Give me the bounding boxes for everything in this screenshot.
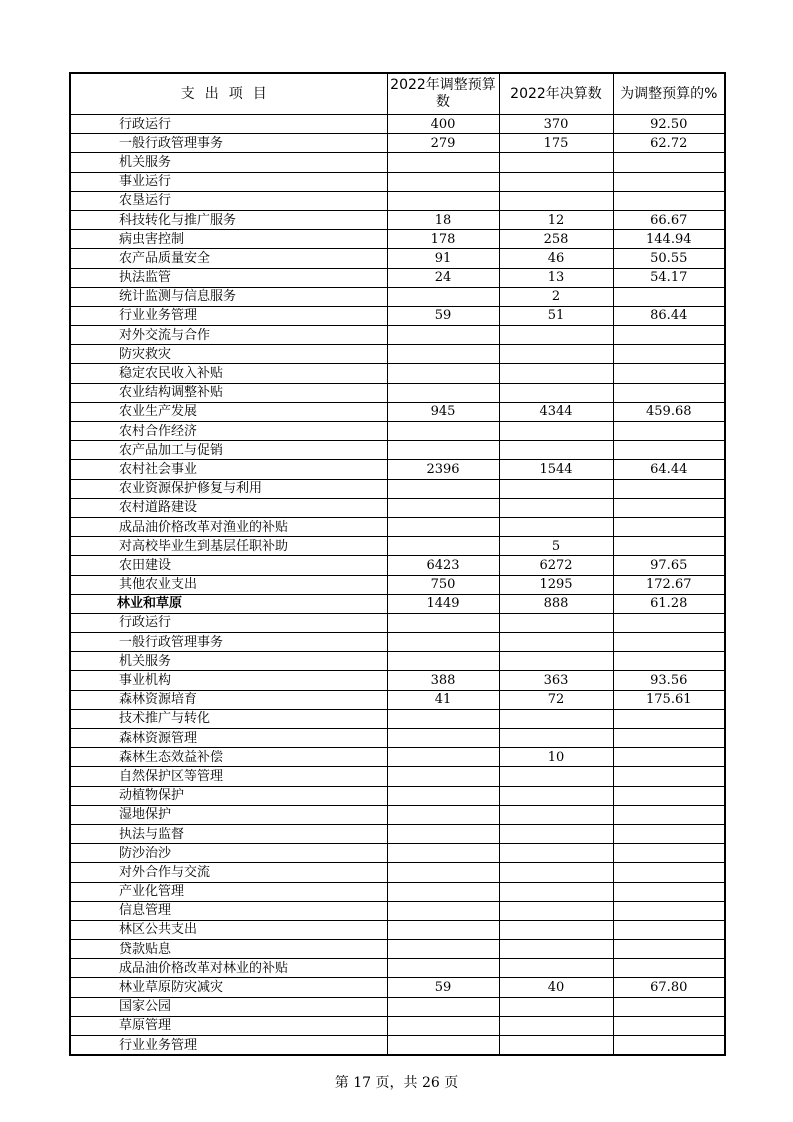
row-budget-value <box>387 345 499 364</box>
row-pct-value: 92.50 <box>613 115 725 134</box>
row-pct-value: 144.94 <box>613 230 725 249</box>
row-final-value: 1295 <box>499 575 613 594</box>
row-final-value: 363 <box>499 671 613 690</box>
row-budget-value: 400 <box>387 115 499 134</box>
row-budget-value: 6423 <box>387 556 499 575</box>
row-budget-value: 945 <box>387 402 499 421</box>
row-item-name: 森林资源管理 <box>70 729 387 748</box>
row-item-name: 一般行政管理事务 <box>70 633 387 652</box>
row-budget-value <box>387 422 499 441</box>
table-row <box>70 460 725 479</box>
row-final-value <box>499 709 613 728</box>
row-item-name: 农村道路建设 <box>70 498 387 517</box>
row-pct-value <box>613 652 725 671</box>
row-pct-value <box>613 537 725 556</box>
row-final-value <box>499 729 613 748</box>
row-budget-value: 18 <box>387 210 499 229</box>
row-budget-value <box>387 805 499 824</box>
table-row <box>70 767 725 786</box>
row-item-name: 病虫害控制 <box>70 230 387 249</box>
row-final-value: 51 <box>499 306 613 325</box>
table-row <box>70 844 725 863</box>
row-pct-value <box>613 997 725 1016</box>
row-pct-value: 175.61 <box>613 690 725 709</box>
row-pct-value: 172.67 <box>613 575 725 594</box>
table-row <box>70 1016 725 1035</box>
table-row <box>70 748 725 767</box>
row-budget-value <box>387 767 499 786</box>
row-budget-value <box>387 863 499 882</box>
row-pct-value <box>613 633 725 652</box>
row-final-value: 13 <box>499 268 613 287</box>
row-budget-value <box>387 326 499 345</box>
row-item-name: 贷款贴息 <box>70 940 387 959</box>
header-final: 2022年决算数 <box>499 73 613 115</box>
row-final-value: 4344 <box>499 402 613 421</box>
expenditure-table <box>69 72 726 1056</box>
table-row <box>70 191 725 210</box>
row-pct-value <box>613 479 725 498</box>
row-budget-value <box>387 613 499 632</box>
table-row <box>70 364 725 383</box>
row-budget-value <box>387 172 499 191</box>
row-pct-value <box>613 863 725 882</box>
row-budget-value <box>387 441 499 460</box>
row-budget-value <box>387 882 499 901</box>
row-pct-value <box>613 345 725 364</box>
table-row <box>70 172 725 191</box>
row-pct-value <box>613 422 725 441</box>
row-pct-value: 97.65 <box>613 556 725 575</box>
row-final-value <box>499 940 613 959</box>
row-budget-value <box>387 824 499 843</box>
row-item-name: 农业结构调整补贴 <box>70 383 387 402</box>
table-row <box>70 134 725 153</box>
row-item-name: 其他农业支出 <box>70 575 387 594</box>
row-item-name: 农产品质量安全 <box>70 249 387 268</box>
row-budget-value: 388 <box>387 671 499 690</box>
row-item-name: 行政运行 <box>70 613 387 632</box>
row-final-value <box>499 767 613 786</box>
table-row <box>70 786 725 805</box>
table-row <box>70 613 725 632</box>
table-row <box>70 671 725 690</box>
table-row <box>70 997 725 1016</box>
row-final-value <box>499 441 613 460</box>
row-pct-value: 54.17 <box>613 268 725 287</box>
row-final-value <box>499 920 613 939</box>
row-budget-value: 750 <box>387 575 499 594</box>
page-footer: 第 17 页，共 26 页 <box>334 1075 459 1091</box>
table-row <box>70 249 725 268</box>
row-final-value: 10 <box>499 748 613 767</box>
table-row <box>70 575 725 594</box>
row-pct-value <box>613 709 725 728</box>
row-final-value <box>499 652 613 671</box>
row-item-name: 农业生产发展 <box>70 402 387 421</box>
row-final-value <box>499 153 613 172</box>
table-row <box>70 729 725 748</box>
row-pct-value <box>613 441 725 460</box>
table-body <box>70 115 725 1056</box>
row-item-name: 信息管理 <box>70 901 387 920</box>
row-pct-value <box>613 824 725 843</box>
row-pct-value: 459.68 <box>613 402 725 421</box>
row-pct-value <box>613 1036 725 1056</box>
row-pct-value <box>613 786 725 805</box>
table-row <box>70 441 725 460</box>
table-row <box>70 1036 725 1056</box>
row-budget-value <box>387 517 499 536</box>
row-budget-value <box>387 844 499 863</box>
row-item-name: 事业运行 <box>70 172 387 191</box>
row-item-name: 一般行政管理事务 <box>70 134 387 153</box>
table-row <box>70 326 725 345</box>
table-row <box>70 210 725 229</box>
row-item-name: 国家公园 <box>70 997 387 1016</box>
row-budget-value <box>387 786 499 805</box>
row-pct-value: 61.28 <box>613 594 725 613</box>
table-row <box>70 690 725 709</box>
table-row <box>70 498 725 517</box>
row-budget-value <box>387 920 499 939</box>
row-item-name: 科技转化与推广服务 <box>70 210 387 229</box>
row-pct-value <box>613 613 725 632</box>
row-item-name: 农村社会事业 <box>70 460 387 479</box>
table-row <box>70 901 725 920</box>
row-final-value: 370 <box>499 115 613 134</box>
row-pct-value <box>613 901 725 920</box>
row-pct-value: 67.80 <box>613 978 725 997</box>
row-item-name: 行业业务管理 <box>70 1036 387 1056</box>
row-final-value <box>499 882 613 901</box>
row-item-name: 农田建设 <box>70 556 387 575</box>
row-budget-value: 1449 <box>387 594 499 613</box>
row-final-value <box>499 364 613 383</box>
table-row <box>70 306 725 325</box>
row-item-name: 农产品加工与促销 <box>70 441 387 460</box>
table-row <box>70 882 725 901</box>
row-final-value <box>499 422 613 441</box>
row-final-value: 6272 <box>499 556 613 575</box>
row-budget-value: 41 <box>387 690 499 709</box>
row-budget-value <box>387 364 499 383</box>
row-budget-value <box>387 748 499 767</box>
row-budget-value <box>387 997 499 1016</box>
row-final-value: 46 <box>499 249 613 268</box>
row-budget-value: 178 <box>387 230 499 249</box>
row-pct-value <box>613 729 725 748</box>
row-budget-value <box>387 652 499 671</box>
row-budget-value: 24 <box>387 268 499 287</box>
table-row <box>70 268 725 287</box>
table-row <box>70 652 725 671</box>
row-pct-value <box>613 287 725 306</box>
row-final-value <box>499 863 613 882</box>
row-final-value: 888 <box>499 594 613 613</box>
row-item-name: 执法监管 <box>70 268 387 287</box>
row-pct-value: 66.67 <box>613 210 725 229</box>
row-pct-value <box>613 517 725 536</box>
row-pct-value <box>613 153 725 172</box>
row-item-name: 森林资源培育 <box>70 690 387 709</box>
row-final-value <box>499 383 613 402</box>
row-item-name: 成品油价格改革对林业的补贴 <box>70 959 387 978</box>
table-row <box>70 978 725 997</box>
row-item-name: 机关服务 <box>70 652 387 671</box>
row-item-name: 林业和草原 <box>70 594 387 613</box>
row-budget-value <box>387 940 499 959</box>
row-budget-value <box>387 153 499 172</box>
table-row <box>70 594 725 613</box>
row-budget-value: 91 <box>387 249 499 268</box>
table-row <box>70 479 725 498</box>
row-pct-value <box>613 1016 725 1035</box>
row-item-name: 对外交流与合作 <box>70 326 387 345</box>
row-final-value: 5 <box>499 537 613 556</box>
table-row <box>70 824 725 843</box>
row-final-value: 175 <box>499 134 613 153</box>
row-final-value <box>499 805 613 824</box>
row-pct-value: 64.44 <box>613 460 725 479</box>
row-budget-value <box>387 709 499 728</box>
table-row <box>70 805 725 824</box>
table-row <box>70 940 725 959</box>
row-final-value: 72 <box>499 690 613 709</box>
row-budget-value: 59 <box>387 978 499 997</box>
row-item-name: 成品油价格改革对渔业的补贴 <box>70 517 387 536</box>
row-final-value: 2 <box>499 287 613 306</box>
row-item-name: 防灾救灾 <box>70 345 387 364</box>
row-pct-value: 50.55 <box>613 249 725 268</box>
row-pct-value <box>613 882 725 901</box>
row-item-name: 湿地保护 <box>70 805 387 824</box>
table-row <box>70 383 725 402</box>
table-header-row <box>70 73 725 115</box>
row-pct-value <box>613 940 725 959</box>
row-item-name: 机关服务 <box>70 153 387 172</box>
table-row <box>70 537 725 556</box>
row-final-value: 12 <box>499 210 613 229</box>
row-item-name: 林业草原防灾减灾 <box>70 978 387 997</box>
row-budget-value <box>387 383 499 402</box>
table-row <box>70 345 725 364</box>
row-budget-value <box>387 479 499 498</box>
table-row <box>70 517 725 536</box>
budget-sheet <box>69 72 724 1056</box>
row-budget-value: 2396 <box>387 460 499 479</box>
row-budget-value <box>387 537 499 556</box>
row-pct-value <box>613 748 725 767</box>
row-item-name: 林区公共支出 <box>70 920 387 939</box>
row-item-name: 草原管理 <box>70 1016 387 1035</box>
row-item-name: 动植物保护 <box>70 786 387 805</box>
row-pct-value <box>613 920 725 939</box>
table-row <box>70 633 725 652</box>
row-final-value <box>499 844 613 863</box>
row-final-value <box>499 191 613 210</box>
row-pct-value <box>613 191 725 210</box>
row-item-name: 统计监测与信息服务 <box>70 287 387 306</box>
row-final-value <box>499 613 613 632</box>
table-row <box>70 422 725 441</box>
row-item-name: 农垦运行 <box>70 191 387 210</box>
row-budget-value <box>387 287 499 306</box>
row-final-value <box>499 1036 613 1056</box>
row-final-value <box>499 824 613 843</box>
row-budget-value <box>387 729 499 748</box>
table-row <box>70 402 725 421</box>
row-budget-value <box>387 191 499 210</box>
row-final-value <box>499 172 613 191</box>
row-final-value <box>499 633 613 652</box>
row-pct-value <box>613 364 725 383</box>
row-final-value <box>499 1016 613 1035</box>
row-final-value <box>499 959 613 978</box>
row-budget-value <box>387 1036 499 1056</box>
row-pct-value <box>613 326 725 345</box>
row-item-name: 农村合作经济 <box>70 422 387 441</box>
row-pct-value <box>613 805 725 824</box>
table-row <box>70 709 725 728</box>
row-final-value <box>499 326 613 345</box>
row-budget-value: 59 <box>387 306 499 325</box>
row-item-name: 自然保护区等管理 <box>70 767 387 786</box>
table-row <box>70 287 725 306</box>
row-item-name: 稳定农民收入补贴 <box>70 364 387 383</box>
row-item-name: 行业业务管理 <box>70 306 387 325</box>
row-final-value <box>499 997 613 1016</box>
row-pct-value: 62.72 <box>613 134 725 153</box>
row-item-name: 技术推广与转化 <box>70 709 387 728</box>
row-budget-value <box>387 633 499 652</box>
row-pct-value: 86.44 <box>613 306 725 325</box>
row-pct-value <box>613 383 725 402</box>
row-final-value <box>499 345 613 364</box>
row-budget-value <box>387 901 499 920</box>
row-final-value <box>499 517 613 536</box>
row-item-name: 防沙治沙 <box>70 844 387 863</box>
header-budget: 2022年调整预算数 <box>387 73 499 115</box>
row-final-value: 40 <box>499 978 613 997</box>
table-row <box>70 115 725 134</box>
row-final-value: 1544 <box>499 460 613 479</box>
row-final-value <box>499 479 613 498</box>
table-row <box>70 863 725 882</box>
table-row <box>70 920 725 939</box>
header-item: 支出项目 <box>70 73 387 115</box>
row-pct-value <box>613 172 725 191</box>
row-final-value <box>499 786 613 805</box>
row-item-name: 农业资源保护修复与利用 <box>70 479 387 498</box>
row-budget-value <box>387 959 499 978</box>
row-item-name: 行政运行 <box>70 115 387 134</box>
header-pct: 为调整预算的% <box>613 73 725 115</box>
row-final-value <box>499 498 613 517</box>
row-pct-value <box>613 767 725 786</box>
row-final-value: 258 <box>499 230 613 249</box>
row-pct-value <box>613 844 725 863</box>
row-item-name: 对外合作与交流 <box>70 863 387 882</box>
row-budget-value <box>387 1016 499 1035</box>
row-item-name: 产业化管理 <box>70 882 387 901</box>
table-row <box>70 230 725 249</box>
row-pct-value <box>613 959 725 978</box>
table-row <box>70 556 725 575</box>
row-item-name: 事业机构 <box>70 671 387 690</box>
row-item-name: 执法与监督 <box>70 824 387 843</box>
row-pct-value: 93.56 <box>613 671 725 690</box>
table-row <box>70 959 725 978</box>
row-budget-value <box>387 498 499 517</box>
row-item-name: 对高校毕业生到基层任职补助 <box>70 537 387 556</box>
row-budget-value: 279 <box>387 134 499 153</box>
row-final-value <box>499 901 613 920</box>
row-pct-value <box>613 498 725 517</box>
row-item-name: 森林生态效益补偿 <box>70 748 387 767</box>
table-row <box>70 153 725 172</box>
